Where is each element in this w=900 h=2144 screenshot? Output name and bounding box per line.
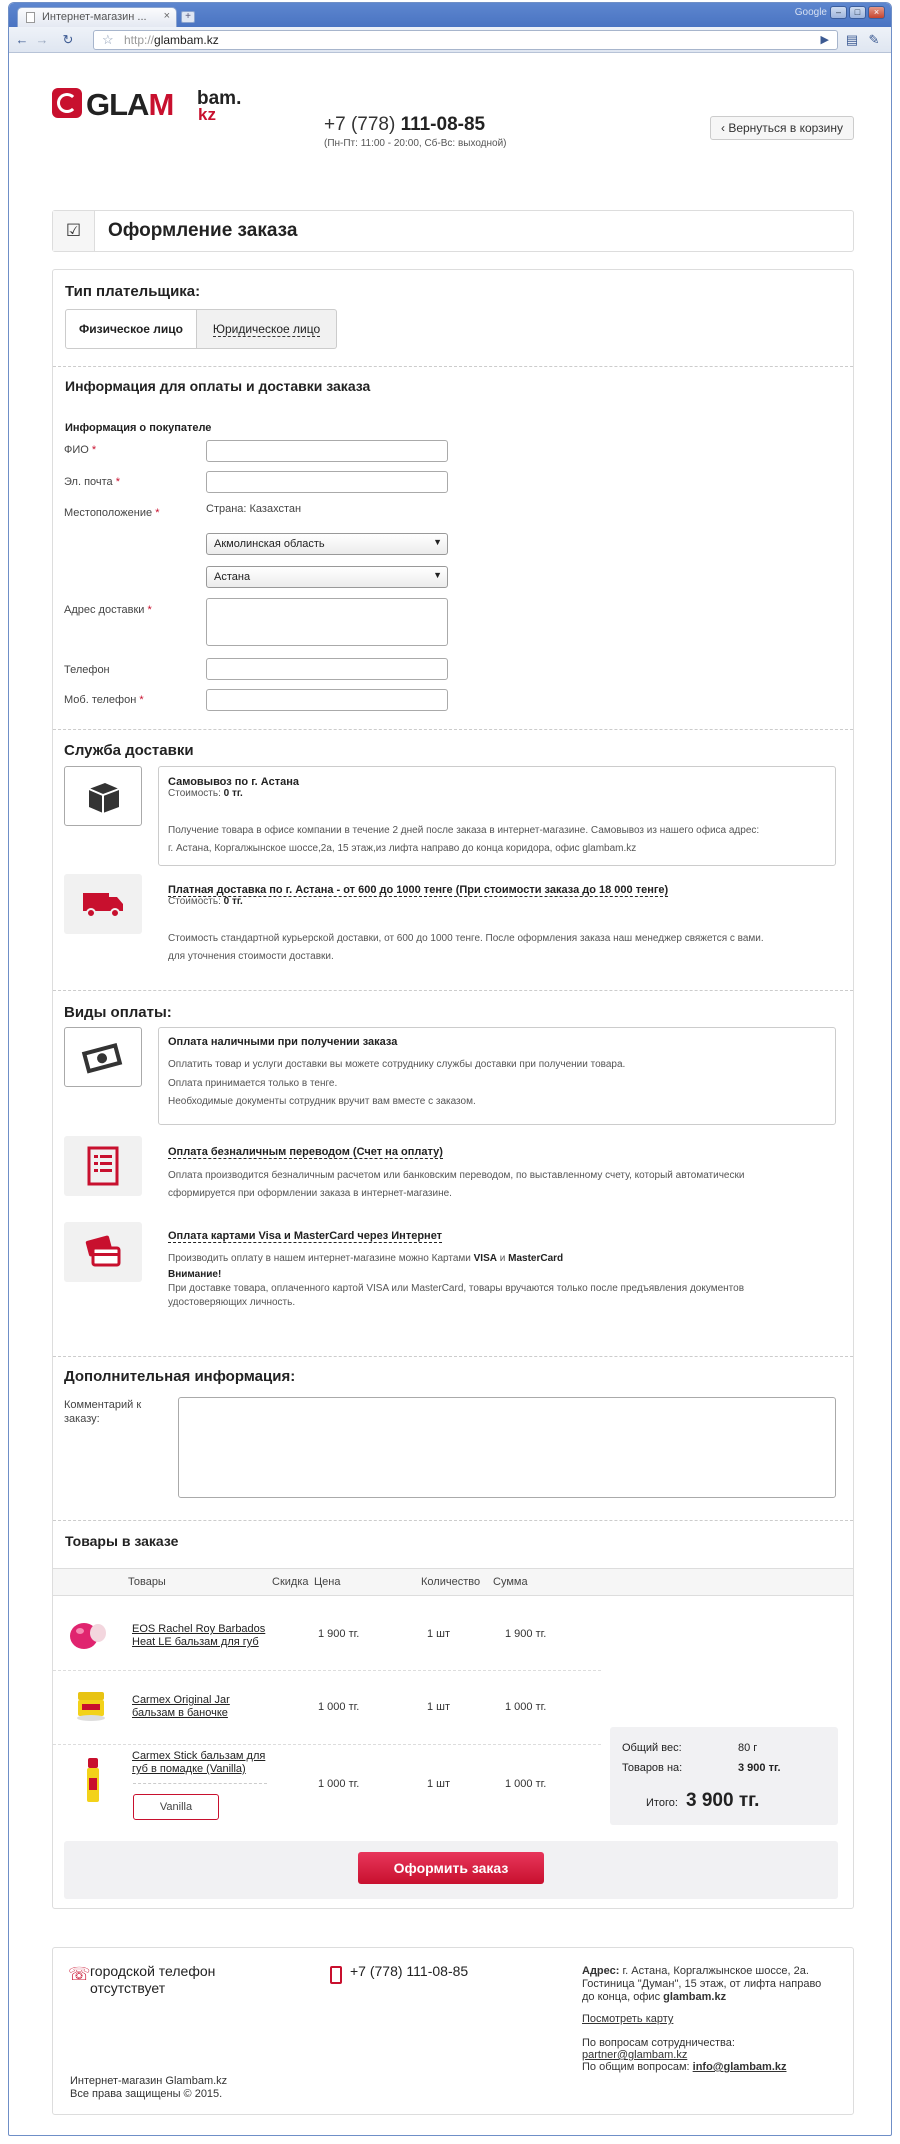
delivery-courier-title[interactable]: Платная доставка по г. Астана - от 600 до 1000 тенге (При стоимости заказа до 18 000 тенге) <box>168 884 669 896</box>
page-icon <box>26 12 35 23</box>
product-name-link[interactable]: EOS Rachel Roy Barbados Heat LE бальзам для губ <box>132 1623 266 1648</box>
invoice-icon <box>83 1144 123 1188</box>
phone-label: Телефон <box>64 664 110 676</box>
divider <box>53 1356 853 1357</box>
delivery-courier-cost: Стоимость: 0 тг. <box>168 896 243 907</box>
payment-cash-line1: Оплатить товар и услуги доставки вы можете сотруднику службы доставки при получении товара. <box>168 1059 626 1070</box>
col-discount: Скидка <box>272 1576 309 1588</box>
weight-value: 80 г <box>738 1742 758 1754</box>
variant-button[interactable]: Vanilla <box>133 1794 219 1820</box>
place-order-button[interactable]: Оформить заказ <box>358 1852 544 1884</box>
copyright-shop: Интернет-магазин Glambam.kz <box>70 2075 228 2087</box>
product-sum: 1 000 тг. <box>505 1701 547 1713</box>
delivery-pickup-title: Самовывоз по г. Астана <box>168 776 299 788</box>
title-bar <box>9 3 891 27</box>
product-image[interactable] <box>74 1686 108 1729</box>
payment-option-card[interactable] <box>64 1222 142 1282</box>
product-qty: 1 шт <box>427 1628 451 1640</box>
col-quantity: Количество <box>421 1576 481 1588</box>
delivery-pickup-desc1: Получение товара в офисе компании в течение 2 дней после заказа в интернет-магазине. Самовывоз из нашего офиса адрес: <box>168 825 760 836</box>
credit-card-icon <box>81 1232 125 1272</box>
row-divider <box>53 1744 601 1745</box>
mobile-phone-icon <box>330 1966 342 1984</box>
name-input[interactable] <box>206 440 448 462</box>
carmex-stick-image <box>84 1756 102 1806</box>
partner-email-link[interactable]: partner@glambam.kz <box>582 2049 688 2061</box>
payer-type-title: Тип плательщика: <box>65 283 201 300</box>
browser-tab[interactable] <box>17 7 177 27</box>
payment-card-line3: При доставке товара, оплаченного картой VISA или MasterCard, товары вручаются только после предъявления документов <box>168 1283 745 1294</box>
product-qty: 1 шт <box>427 1701 451 1713</box>
cash-icon <box>80 1039 126 1077</box>
dropdown-arrow-icon: ▼ <box>433 537 442 547</box>
wrench-icon[interactable]: ✎ <box>868 32 880 47</box>
goods-total-value: 3 900 тг. <box>738 1762 781 1774</box>
info-email-link[interactable]: info@glambam.kz <box>692 2061 787 2073</box>
info-title: Информация для оплаты и доставки заказа <box>65 378 371 394</box>
divider <box>53 1520 853 1521</box>
tab-legal-entity[interactable] <box>197 309 337 349</box>
payment-cash-line2: Оплата принимается только в тенге. <box>168 1078 338 1089</box>
divider <box>53 729 853 730</box>
delivery-pickup-cost: Стоимость: 0 тг. <box>168 788 243 799</box>
phone-handset-icon: ☏ <box>68 1964 91 1984</box>
delivery-courier-desc1: Стоимость стандартной курьерской доставки, от 600 до 1000 тенге. После оформления заказа наш менеджер свяжется с вами. <box>168 933 764 944</box>
product-name-link[interactable]: Carmex Stick бальзам для губ в помадке (Vanilla) <box>132 1750 266 1775</box>
url-protocol: http:// <box>124 33 155 47</box>
goods-total-label: Товаров на: <box>622 1762 683 1774</box>
google-label: Google <box>794 7 827 18</box>
comment-textarea[interactable] <box>178 1397 836 1498</box>
variant-divider <box>133 1783 267 1784</box>
weight-label: Общий вес: <box>622 1742 682 1754</box>
tab-legal-entity-label: Юридическое лицо <box>212 322 321 336</box>
email-input[interactable] <box>206 471 448 493</box>
eos-balm-image <box>68 1614 108 1654</box>
product-image[interactable] <box>84 1756 102 1809</box>
product-image[interactable] <box>68 1614 108 1657</box>
product-price: 1 000 тг. <box>318 1778 360 1790</box>
mobile-input[interactable] <box>206 689 448 711</box>
payment-card-line4: удостоверяющих личность. <box>168 1297 296 1308</box>
name-label: ФИО * <box>64 444 97 456</box>
view-map-link[interactable]: Посмотреть карту <box>582 2013 674 2025</box>
maximize-button[interactable]: □ <box>849 6 866 19</box>
payment-invoice-title[interactable]: Оплата безналичным переводом (Счет на оплату) <box>168 1146 443 1158</box>
total-label: Итого: <box>646 1797 678 1809</box>
minimize-button[interactable]: – <box>830 6 847 19</box>
product-name-link[interactable]: Carmex Original Jar бальзам в баночке <box>132 1694 230 1719</box>
page-title: Оформление заказа <box>108 220 298 241</box>
delivery-option-pickup[interactable] <box>64 766 142 826</box>
address-label: Адрес доставки * <box>64 604 152 616</box>
footer-mobile-phone[interactable]: +7 (778) 111-08-85 <box>350 1963 469 1979</box>
page-menu-icon[interactable]: ▤ <box>845 32 859 47</box>
bookmark-star-icon[interactable]: ☆ <box>102 32 114 47</box>
general-questions: По общим вопросам: info@glambam.kz <box>582 2061 787 2073</box>
copyright-rights: Все права защищены © 2015. <box>70 2088 223 2100</box>
page-title-bar <box>52 210 854 252</box>
address-bar[interactable] <box>93 30 838 50</box>
buyer-info-subtitle: Информация о покупателе <box>65 422 212 434</box>
logo-kz: kz <box>198 105 216 124</box>
logo-bam: bam. <box>197 88 242 109</box>
phone-input[interactable] <box>206 658 448 680</box>
back-to-cart-button[interactable]: ‹ Вернуться в корзину <box>710 116 854 140</box>
product-price: 1 000 тг. <box>318 1701 360 1713</box>
delivery-courier-desc2: для уточнения стоимости доставки. <box>168 951 334 962</box>
payment-invoice-line2: сформируется при оформлении заказа в интернет-магазине. <box>168 1188 452 1199</box>
reload-icon[interactable]: ↻ <box>62 32 74 47</box>
delivery-option-courier[interactable] <box>64 874 142 934</box>
divider <box>53 366 853 367</box>
payment-option-cash[interactable] <box>64 1027 142 1087</box>
additional-title: Дополнительная информация: <box>64 1368 296 1385</box>
row-divider <box>53 1670 601 1671</box>
city-phone-text: городской телефон отсутствует <box>90 1963 216 1996</box>
address-textarea[interactable] <box>206 598 448 646</box>
col-sum: Сумма <box>493 1576 528 1588</box>
col-price: Цена <box>314 1576 341 1588</box>
email-label: Эл. почта * <box>64 476 121 488</box>
tab-title: Интернет-магазин ... <box>42 11 147 23</box>
checkbox-pen-icon: ☑ <box>53 211 95 251</box>
payment-option-invoice[interactable] <box>64 1136 142 1196</box>
payment-card-line1: Производить оплату в нашем интернет-магазине можно Картами VISA и MasterCard <box>168 1253 564 1264</box>
dropdown-arrow-icon: ▼ <box>433 570 442 580</box>
payment-invoice-line1: Оплата производится безналичным расчетом или банковским переводом, по выставленному счету, который автоматически <box>168 1170 745 1181</box>
footer-address: Адрес: г. Астана, Коргалжынское шоссе, 2а. Гостиница "Думан", 15 этаж, от лифта направо до конца, офис glambam.kz <box>582 1965 822 2003</box>
header-phone: +7 (778) 111-08-85 <box>324 114 486 135</box>
payment-title: Виды оплаты: <box>64 1004 172 1021</box>
working-hours: (Пн-Пт: 11:00 - 20:00, Сб-Вс: выходной) <box>324 138 507 149</box>
carmex-jar-image <box>74 1686 108 1726</box>
payment-card-warning: Внимание! <box>168 1269 222 1280</box>
product-sum: 1 900 тг. <box>505 1628 547 1640</box>
divider <box>53 990 853 991</box>
total-value: 3 900 тг. <box>686 1790 760 1811</box>
tab-close-icon[interactable]: × <box>163 10 170 22</box>
back-arrow-icon[interactable]: ← <box>15 32 29 47</box>
logo-glam[interactable]: GLAM <box>86 87 174 122</box>
box-icon <box>81 777 125 817</box>
browser-toolbar <box>9 27 891 53</box>
tab-individual[interactable]: Физическое лицо <box>65 309 197 349</box>
col-goods: Товары <box>128 1576 166 1588</box>
product-qty: 1 шт <box>427 1778 451 1790</box>
delivery-pickup-desc2: г. Астана, Коргалжынское шоссе,2а, 15 этаж,из лифта направо до конца коридора, офис glambam.kz <box>168 843 637 854</box>
payment-card-title[interactable]: Оплата картами Visa и MasterCard через Интернет <box>168 1230 443 1242</box>
city-select[interactable]: Астана ▼ <box>206 566 448 588</box>
go-icon[interactable]: ▶ <box>820 34 829 46</box>
payment-cash-title: Оплата наличными при получении заказа <box>168 1036 398 1048</box>
new-tab-button[interactable]: + <box>181 11 195 23</box>
mobile-label: Моб. телефон * <box>64 694 144 706</box>
location-label: Местоположение * <box>64 507 160 519</box>
country-text: Страна: Казахстан <box>206 503 302 515</box>
truck-icon <box>81 887 125 921</box>
payment-cash-line3: Необходимые документы сотрудник вручит вам вместе с заказом. <box>168 1096 476 1107</box>
delivery-title: Служба доставки <box>64 742 194 759</box>
logo-icon[interactable] <box>52 88 82 118</box>
forward-arrow-icon[interactable]: → <box>35 32 49 47</box>
goods-title: Товары в заказе <box>65 1533 179 1549</box>
url-host: glambam.kz <box>154 33 219 47</box>
coop-label: По вопросам сотрудничества: <box>582 2037 735 2049</box>
product-price: 1 900 тг. <box>318 1628 360 1640</box>
close-window-button[interactable]: × <box>868 6 885 19</box>
region-select[interactable]: Акмолинская область ▼ <box>206 533 448 555</box>
comment-label: Комментарий к заказу: <box>64 1399 142 1425</box>
product-sum: 1 000 тг. <box>505 1778 547 1790</box>
